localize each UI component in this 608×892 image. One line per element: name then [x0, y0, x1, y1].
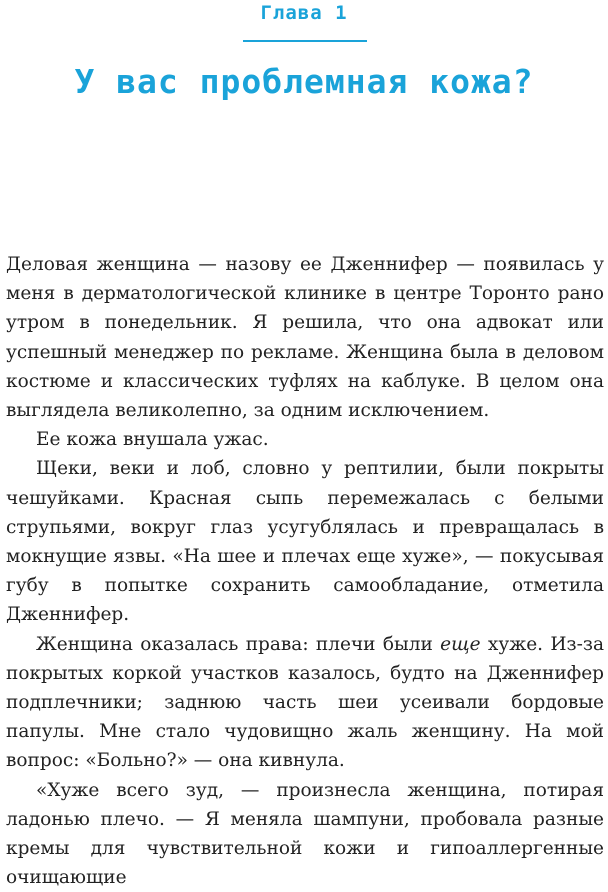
emphasized-word: еще	[440, 633, 481, 655]
chapter-label: Глава 1	[260, 2, 348, 24]
paragraph-3: Щеки, веки и лоб, словно у рептилии, были покрыты чешуйками. Красная сыпь перемежалась с белыми струпьями, вокруг глаз усугублялась и превращалась в мокнущие язвы. «На шее и плечах еще хуже», — покусывая губу в попытке сохранить самообладание, отметила Дженнифер.	[6, 458, 604, 626]
paragraph-4-start: Женщина оказалась права: плечи были	[36, 633, 441, 655]
chapter-divider	[243, 40, 367, 42]
paragraph-4-end: хуже. Из-за покрытых коркой участков казалось, будто на Дженнифер подплечники; заднюю часть шеи усеивали бордовые папулы. Мне стало чудовищно жаль женщину. На мой вопрос: «Больно?» — она кивнула.	[6, 633, 604, 772]
paragraph-5: «Хуже всего зуд, — произнесла женщина, потирая ладонью плечо. — Я меняла шампуни, пробовала разные кремы для чувствительной кожи и гипоаллергенные очищающие	[6, 779, 604, 889]
body-text	[6, 250, 604, 892]
paragraph-1: Деловая женщина — назову ее Дженнифер — появилась у меня в дерматологической клинике в центре Торонто рано утром в понедельник. Я решила, что она адвокат или успешный менеджер по рекламе. Женщина была в деловом костюме и классических туфлях на каблуке. В целом она выглядела великолепно, за одним исключением.	[6, 254, 604, 422]
paragraph-2: Ее кожа внушала ужас.	[36, 429, 269, 451]
paragraph-4	[6, 630, 604, 776]
chapter-title: У вас проблемная кожа?	[74, 62, 534, 101]
